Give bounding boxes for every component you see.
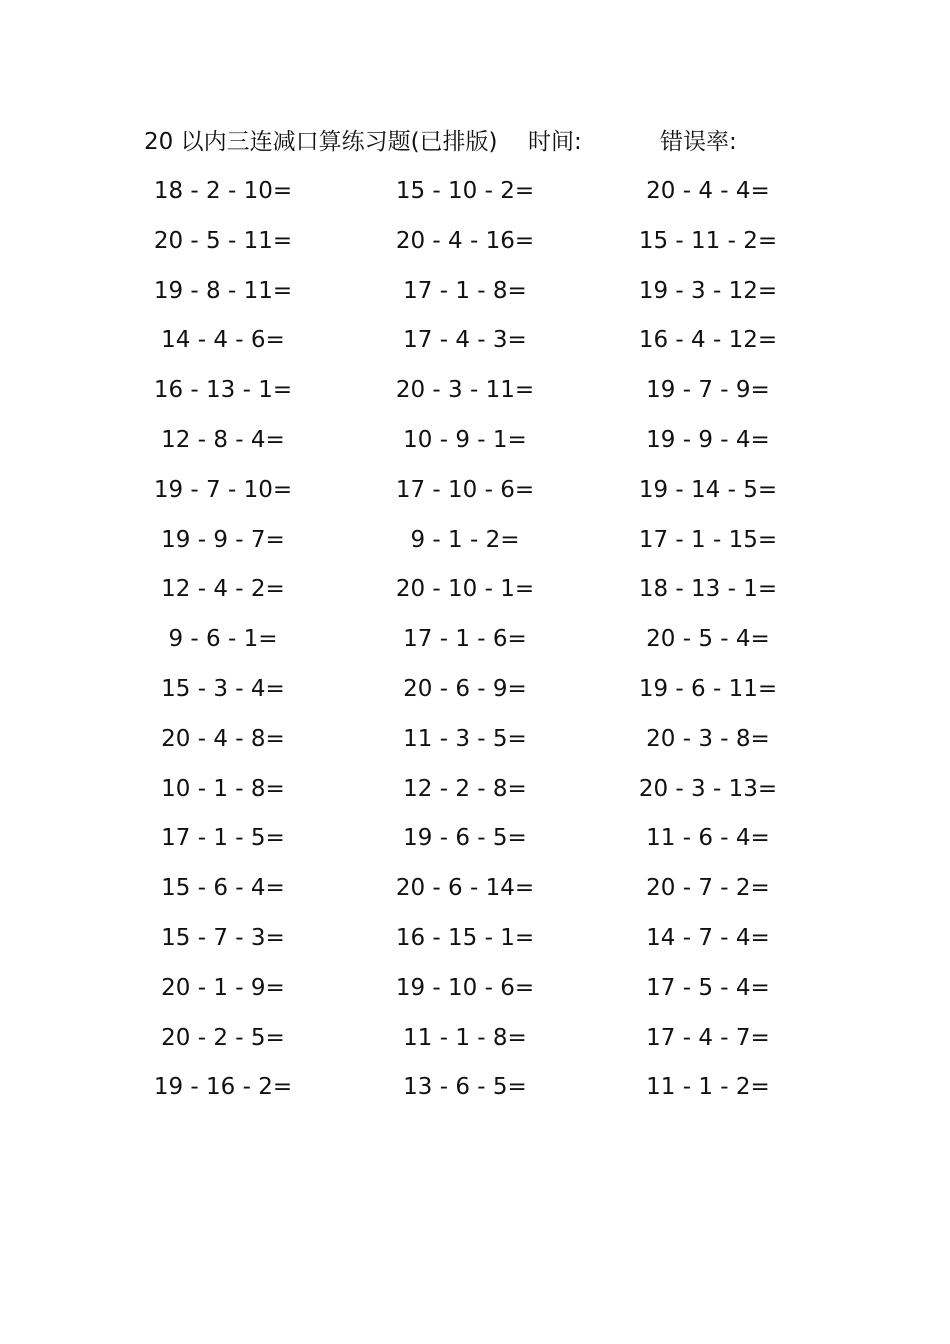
problem-row [0,172,950,222]
problem-row [0,371,950,421]
problem: 11 - 1 - 2= [646,1074,770,1101]
problem: 19 - 7 - 10= [153,476,293,503]
problem: 20 - 4 - 16= [395,227,535,254]
problem: 19 - 10 - 6= [395,974,535,1001]
problem: 20 - 3 - 8= [646,725,770,752]
problem: 9 - 6 - 1= [168,626,278,653]
problem: 20 - 4 - 8= [161,725,285,752]
problem-row [0,421,950,471]
problem: 17 - 1 - 15= [638,526,778,553]
problem: 17 - 1 - 5= [161,825,285,852]
problem-grid [0,172,950,1118]
problem: 18 - 13 - 1= [638,576,778,603]
problem: 20 - 6 - 14= [395,875,535,902]
problem: 12 - 8 - 4= [161,426,285,453]
problem: 20 - 6 - 9= [403,675,527,702]
problem-row [0,620,950,670]
problem-row [0,471,950,521]
problem: 17 - 4 - 7= [646,1024,770,1051]
problem-row [0,222,950,272]
problem: 17 - 1 - 8= [403,277,527,304]
problem: 14 - 7 - 4= [646,924,770,951]
problem-row [0,321,950,371]
problem-row [0,720,950,770]
problem: 20 - 5 - 11= [153,227,293,254]
worksheet-header [0,124,950,160]
error-rate-label: 错误率: [660,129,737,155]
problem: 19 - 6 - 5= [403,825,527,852]
problem: 16 - 15 - 1= [395,924,535,951]
problem: 19 - 14 - 5= [638,476,778,503]
problem: 20 - 1 - 9= [161,974,285,1001]
problem: 19 - 6 - 11= [638,675,778,702]
problem-row [0,272,950,322]
problem: 19 - 9 - 7= [161,526,285,553]
problem: 17 - 4 - 3= [403,327,527,354]
problem: 13 - 6 - 5= [403,1074,527,1101]
problem-row [0,770,950,820]
problem: 16 - 4 - 12= [638,327,778,354]
problem-row [0,819,950,869]
problem: 11 - 1 - 8= [403,1024,527,1051]
problem: 15 - 6 - 4= [161,875,285,902]
problem-row [0,919,950,969]
worksheet-title: 20 以内三连减口算练习题(已排版) [144,129,498,155]
problem: 19 - 9 - 4= [646,426,770,453]
problem: 11 - 3 - 5= [403,725,527,752]
problem: 20 - 7 - 2= [646,875,770,902]
problem: 18 - 2 - 10= [153,178,293,204]
problem: 10 - 9 - 1= [403,426,527,453]
problem: 20 - 2 - 5= [161,1024,285,1051]
problem-row [0,1019,950,1069]
problem: 12 - 4 - 2= [161,576,285,603]
problem: 17 - 1 - 6= [403,626,527,653]
problem: 11 - 6 - 4= [646,825,770,852]
problem: 10 - 1 - 8= [161,775,285,802]
time-label: 时间: [528,129,582,155]
problem-row [0,869,950,919]
problem: 20 - 5 - 4= [646,626,770,653]
problem-row [0,969,950,1019]
problem: 19 - 16 - 2= [153,1074,293,1101]
problem: 20 - 10 - 1= [395,576,535,603]
problem: 15 - 11 - 2= [638,227,778,254]
problem: 17 - 10 - 6= [395,476,535,503]
problem: 19 - 3 - 12= [638,277,778,304]
problem: 20 - 3 - 13= [638,775,778,802]
problem: 15 - 7 - 3= [161,924,285,951]
problem: 12 - 2 - 8= [403,775,527,802]
problem: 19 - 8 - 11= [153,277,293,304]
problem: 19 - 7 - 9= [646,377,770,404]
problem: 15 - 3 - 4= [161,675,285,702]
problem: 20 - 4 - 4= [646,178,770,204]
problem: 14 - 4 - 6= [161,327,285,354]
problem-row [0,670,950,720]
problem: 9 - 1 - 2= [410,526,520,553]
problem: 20 - 3 - 11= [395,377,535,404]
problem-row [0,521,950,571]
problem: 17 - 5 - 4= [646,974,770,1001]
problem: 15 - 10 - 2= [395,178,535,204]
problem-row [0,1068,950,1118]
problem-row [0,570,950,620]
problem: 16 - 13 - 1= [153,377,293,404]
